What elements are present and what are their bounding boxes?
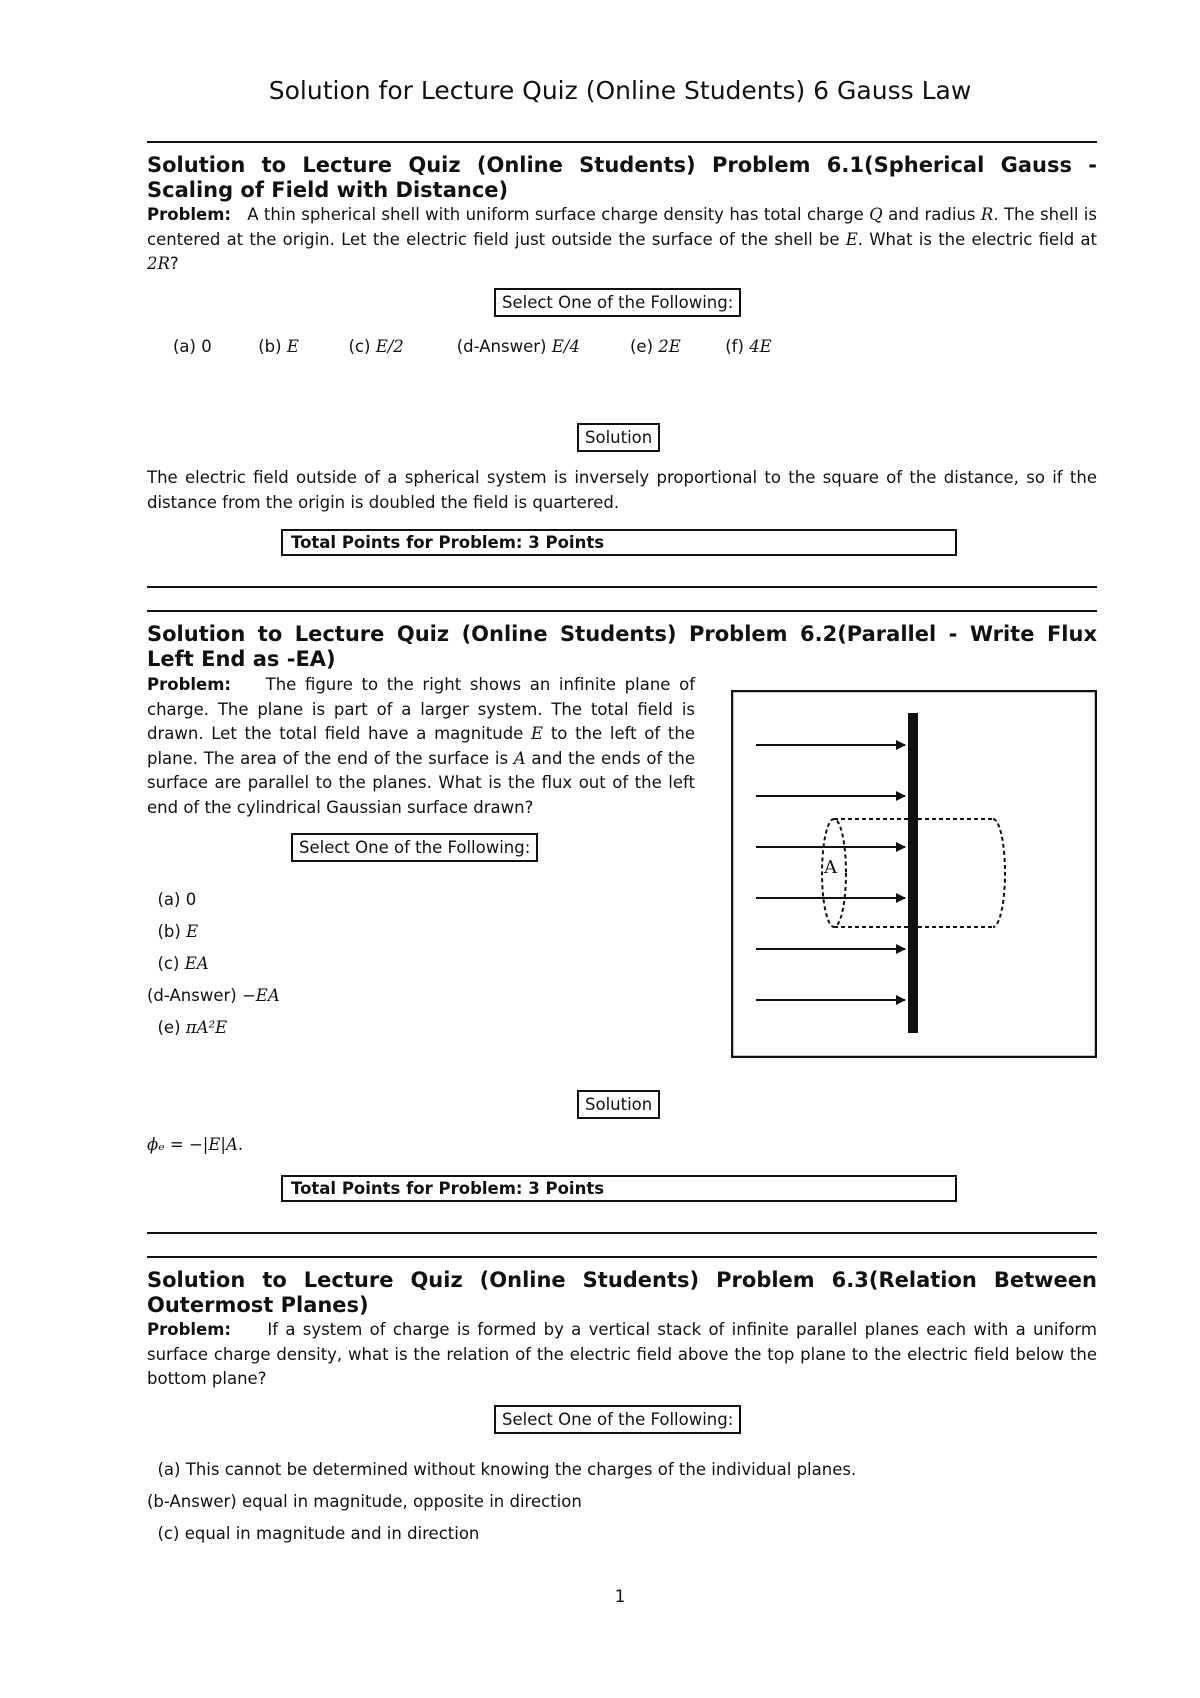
solution-label: Solution <box>577 423 660 452</box>
math-var: Q <box>869 205 883 224</box>
answer-option[interactable]: (c) EA <box>157 954 209 973</box>
answer-option-correct[interactable]: (d-Answer) −EA <box>147 986 280 1005</box>
plane-of-charge-figure <box>731 690 1097 1058</box>
section-rule <box>147 1256 1097 1258</box>
section-rule <box>147 141 1097 143</box>
answer-option-correct[interactable]: (b-Answer) equal in magnitude, opposite in direction <box>147 1492 582 1511</box>
problem-label: Problem: <box>147 675 232 694</box>
select-one-label: Select One of the Following: <box>494 1405 741 1434</box>
answer-option[interactable]: (a) 0 <box>173 337 212 356</box>
problem-text-part: and the ends of the surface are parallel to the planes. What is the flux out of the left end of the cylindrical Gaussian surface drawn? <box>147 748 696 817</box>
answer-option[interactable]: (e) 2E <box>630 337 681 356</box>
section-rule <box>147 1232 1097 1234</box>
math-var: 2R <box>147 254 170 273</box>
charged-plane <box>908 713 918 1033</box>
problem-6-3-text <box>147 1318 1097 1392</box>
section-rule <box>147 610 1097 612</box>
document-title: Solution for Lecture Quiz (Online Students) 6 Gauss Law <box>268 76 972 105</box>
problem-6-1-solution: The electric field outside of a spherical system is inversely proportional to the square of the distance, so if the distance from the origin is doubled the field is quartered. <box>147 468 1097 512</box>
select-one-label: Select One of the Following: <box>291 833 538 862</box>
problem-6-2-title: Solution to Lecture Quiz (Online Students) Problem 6.2(Parallel - Write Flux Left End as -EA) <box>147 622 1097 671</box>
math-var: A <box>513 748 526 768</box>
math-var: E <box>845 229 858 249</box>
section-rule <box>147 586 1097 588</box>
answer-option[interactable]: (c) equal in magnitude and in direction <box>157 1524 480 1543</box>
answer-option[interactable]: (a) 0 <box>157 890 197 909</box>
answer-option[interactable]: (b) E <box>258 337 299 356</box>
problem-text-part: A thin spherical shell with uniform surface charge density has total charge <box>247 205 864 224</box>
answer-option[interactable]: (b) E <box>157 922 199 941</box>
math-var: E <box>531 724 544 743</box>
problem-6-2-options <box>147 884 280 1044</box>
total-points-box: Total Points for Problem: 3 Points <box>281 529 957 556</box>
problem-text-part: . The shell is centered at the origin. Let the electric field just outside the surface of the shell be <box>147 205 1097 249</box>
problem-label: Problem: <box>147 205 232 224</box>
answer-option[interactable]: (c) E/2 <box>348 337 404 356</box>
select-one-label: Select One of the Following: <box>494 288 741 317</box>
problem-6-1-options <box>173 337 795 356</box>
page-number: 1 <box>614 1587 626 1607</box>
problem-text-part: The figure to the right shows an infinite plane of charge. The plane is part of a larger system. The total field is drawn. Let the total field have a magnitude <box>147 675 695 743</box>
problem-6-3-options <box>147 1454 856 1550</box>
answer-option-correct[interactable]: (d-Answer) E/4 <box>456 337 580 356</box>
problem-text-part: and radius <box>888 205 976 224</box>
problem-6-1-title: Solution to Lecture Quiz (Online Students) Problem 6.1(Spherical Gauss - Scaling of Field with Distance) <box>147 153 1097 202</box>
math-var: R <box>980 205 994 224</box>
problem-text-part: If a system of charge is formed by a vertical stack of infinite parallel planes each with a uniform surface charge density, what is the relation of the electric field above the top plane to the electric field below the bottom plane? <box>147 1320 1097 1388</box>
total-points-box: Total Points for Problem: 3 Points <box>281 1175 957 1202</box>
area-label: A <box>824 857 837 878</box>
problem-text-part: . What is the electric field at <box>857 229 1097 249</box>
answer-option[interactable]: (e) πA²E <box>157 1018 228 1037</box>
problem-text-part: ? <box>169 254 179 273</box>
problem-text-part: to the left of the plane. The area of the end of the surface is <box>147 724 696 768</box>
problem-6-2-text <box>147 673 695 820</box>
answer-option[interactable]: (f) 4E <box>725 337 772 356</box>
problem-label: Problem: <box>147 1320 232 1339</box>
answer-option[interactable]: (a) This cannot be determined without knowing the charges of the individual planes. <box>157 1460 857 1479</box>
solution-label: Solution <box>577 1090 660 1119</box>
problem-6-3-title: Solution to Lecture Quiz (Online Students) Problem 6.3(Relation Between Outermost Planes) <box>147 1268 1097 1317</box>
problem-6-2-solution: ϕₑ = −|E|A. <box>147 1135 244 1154</box>
problem-6-1-text <box>147 203 1097 277</box>
